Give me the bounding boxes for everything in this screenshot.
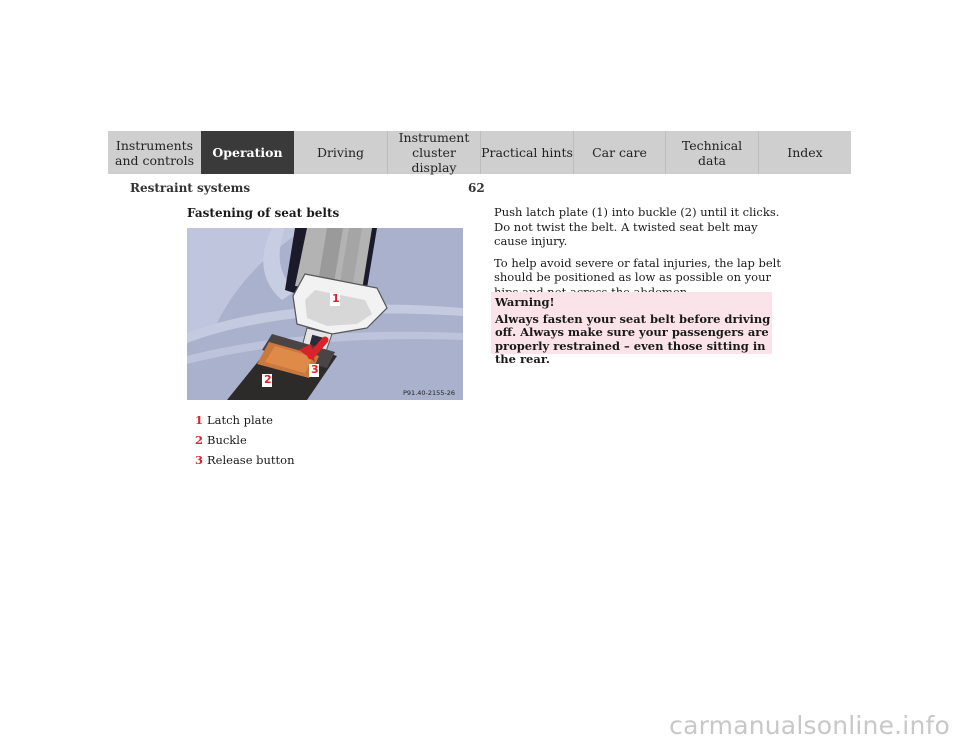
tab-technical-data[interactable]: Technical data	[665, 131, 758, 174]
subheading: Fastening of seat belts	[187, 206, 340, 220]
section-tab-bar	[108, 131, 851, 174]
warning-title: Warning!	[495, 295, 555, 309]
legend-item	[195, 413, 295, 433]
legend-number: 3	[195, 453, 204, 467]
seat-belt-drawing	[187, 228, 463, 400]
tab-practical-hints[interactable]: Practical hints	[480, 131, 573, 174]
tab-operation[interactable]: Operation	[201, 131, 294, 174]
tab-instruments-and-controls[interactable]: Instruments and controls	[108, 131, 201, 174]
legend-label: Release button	[207, 453, 295, 467]
tab-index[interactable]: Index	[758, 131, 851, 174]
warning-text: Always fasten your seat belt before driving off. Always make sure your passengers are properly restrained – even those sitting in the rear.	[495, 311, 771, 366]
legend-number: 1	[195, 413, 204, 427]
callout-2: 2	[264, 373, 272, 386]
legend-item	[195, 453, 295, 473]
paragraph: Push latch plate (1) into buckle (2) until it clicks. Do not twist the belt. A twisted seat belt may cause injury.	[494, 205, 780, 248]
figure-legend	[195, 413, 295, 473]
warning-box	[491, 292, 772, 366]
figure-code: P91.40-2155-26	[403, 389, 456, 397]
tab-driving[interactable]: Driving	[294, 131, 387, 174]
legend-label: Latch plate	[207, 413, 273, 427]
page-number: 62	[468, 181, 485, 195]
seat-belt-illustration	[187, 228, 463, 400]
legend-number: 2	[195, 433, 204, 447]
legend-item	[195, 433, 295, 453]
tab-instrument-cluster-display[interactable]: Instrument cluster display	[387, 131, 480, 174]
paragraph: To help avoid severe or fatal injuries, the lap belt should be positioned as low as possible on your	[494, 255, 781, 284]
callout-3: 3	[311, 363, 319, 376]
tab-car-care[interactable]: Car care	[573, 131, 665, 174]
section-title: Restraint systems	[130, 181, 251, 195]
instruction-text	[494, 205, 784, 306]
legend-label: Buckle	[207, 433, 247, 447]
watermark: carmanualsonline.info	[669, 711, 950, 740]
callout-1: 1	[332, 292, 340, 305]
